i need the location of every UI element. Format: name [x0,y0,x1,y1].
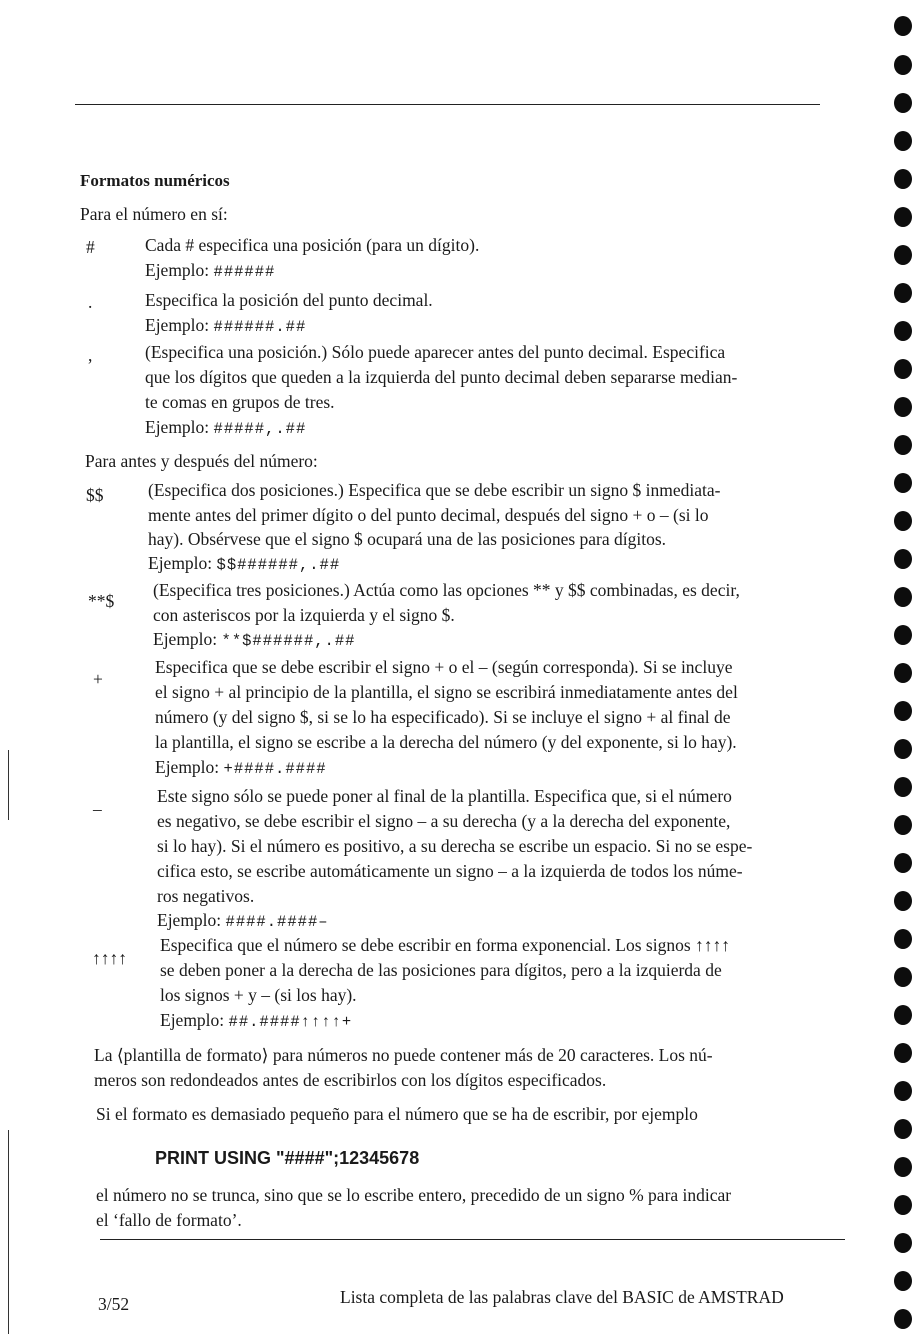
entry-symbol: + [93,669,103,689]
punch-hole-icon [894,891,912,911]
entry-text: se deben poner a la derecha de las posiciones para dígitos, pero a la izquierda de [160,960,722,980]
entry-text: Especifica que el número se debe escribir en forma exponencial. Los signos ↑↑↑↑ [160,935,731,955]
punch-hole-icon [894,131,912,151]
punch-hole-icon [894,625,912,645]
punch-hole-icon [894,587,912,607]
entry-text: Este signo sólo se puede poner al final de la plantilla. Especifica que, si el número [157,786,732,806]
intro-text: Para antes y después del número: [85,451,318,471]
punch-hole-icon [894,777,912,797]
entry-text: (Especifica una posición.) Sólo puede aparecer antes del punto decimal. Especifica [145,342,726,362]
punch-hole-icon [894,739,912,759]
entry-text: cifica esto, se escribe automáticamente un signo – a la izquierda de todos los núme- [157,861,743,881]
paragraph-text: el ‘fallo de formato’. [96,1210,242,1230]
punch-hole-icon [894,663,912,683]
entry-example: Ejemplo: +####.#### [155,757,327,778]
entry-text: es negativo, se debe escribir el signo – a su derecha (y a la derecha del exponente, [157,811,731,831]
punch-hole-icon [894,815,912,835]
punch-hole-icon [894,321,912,341]
page-number: 3/52 [98,1294,130,1314]
entry-example: Ejemplo: ##.####↑↑↑↑+ [160,1010,353,1031]
punch-hole-icon [894,853,912,873]
entry-text: Cada # especifica una posición (para un dígito). [145,235,480,255]
entry-text: número (y del signo $, si se lo ha especificado). Si se incluye el signo + al final de [155,707,731,727]
entry-example: Ejemplo: ####.####– [157,910,329,931]
punch-hole-icon [894,549,912,569]
entry-text: (Especifica dos posiciones.) Especifica que se debe escribir un signo $ inmediata- [148,480,721,500]
punch-hole-icon [894,435,912,455]
entry-text: hay). Obsérvese que el signo $ ocupará una de las posiciones para dígitos. [148,529,667,549]
entry-symbol: **$ [88,591,115,611]
punch-hole-icon [894,511,912,531]
punch-hole-icon [894,397,912,417]
entry-symbol: # [86,237,95,257]
punch-hole-icon [894,1157,912,1177]
entry-text: mente antes del primer dígito o del punto decimal, después del signo + o – (si lo [148,505,709,525]
punch-hole-icon [894,359,912,379]
entry-symbol: . [88,292,93,312]
entry-text: te comas en grupos de tres. [145,392,335,412]
punch-hole-icon [894,169,912,189]
punch-hole-icon [894,1271,912,1291]
punch-hole-icon [894,1043,912,1063]
entry-symbol: $$ [86,485,104,505]
punch-hole-icon [894,1119,912,1139]
entry-text: Especifica que se debe escribir el signo + o el – (según corresponda). Si se incluye [155,657,733,677]
entry-text: si lo hay). Si el número es positivo, a su derecha se escribe un espacio. Si no se espe- [157,836,753,856]
entry-text: los signos + y – (si los hay). [160,985,357,1005]
entry-example: Ejemplo: ###### [145,260,276,281]
paragraph-text: el número no se trunca, sino que se lo escribe entero, precedido de un signo % para indicar [96,1185,732,1205]
entry-example: Ejemplo: **$######,.## [153,629,356,650]
punch-hole-icon [894,55,912,75]
punch-hole-icon [894,207,912,227]
entry-text: (Especifica tres posiciones.) Actúa como las opciones ** y $$ combinadas, es decir, [153,580,740,600]
entry-example: Ejemplo: $$######,.## [148,553,341,574]
entry-text: con asteriscos por la izquierda y el signo $. [153,605,455,625]
entry-text: la plantilla, el signo se escribe a la derecha del número (y del exponente, si lo hay). [155,732,737,752]
entry-symbol: – [93,799,102,819]
paragraph-text: Si el formato es demasiado pequeño para el número que se ha de escribir, por ejemplo [96,1104,698,1124]
punch-hole-icon [894,245,912,265]
punch-hole-icon [894,16,912,36]
code-example: PRINT USING "####";12345678 [155,1148,420,1168]
punch-hole-icon [894,473,912,493]
entry-text: que los dígitos que queden a la izquierda del punto decimal deben separarse median- [145,367,738,387]
footer-title: Lista completa de las palabras clave del BASIC de AMSTRAD [340,1287,784,1307]
entry-example: Ejemplo: ######.## [145,315,307,336]
entry-example: Ejemplo: #####,.## [145,417,307,438]
punch-hole-icon [894,283,912,303]
entry-symbol: ↑↑↑↑ [92,948,127,968]
section-heading: Formatos numéricos [80,171,230,190]
punch-hole-icon [894,1309,912,1329]
punch-hole-icon [894,1005,912,1025]
punch-hole-icon [894,1233,912,1253]
punch-hole-icon [894,967,912,987]
punch-hole-icon [894,929,912,949]
punch-hole-icon [894,1195,912,1215]
intro-text: Para el número en sí: [80,204,228,224]
entry-text: Especifica la posición del punto decimal. [145,290,433,310]
punch-hole-icon [894,701,912,721]
entry-text: ros negativos. [157,886,255,906]
punch-hole-icon [894,93,912,113]
punch-hole-icon [894,1081,912,1101]
entry-symbol: , [88,345,93,365]
paragraph-text: meros son redondeados antes de escribirlos con los dígitos especificados. [94,1070,607,1090]
entry-text: el signo + al principio de la plantilla, el signo se escribirá inmediatamente antes del [155,682,738,702]
paragraph-text: La ⟨plantilla de formato⟩ para números no puede contener más de 20 caracteres. Los nú- [94,1045,713,1065]
